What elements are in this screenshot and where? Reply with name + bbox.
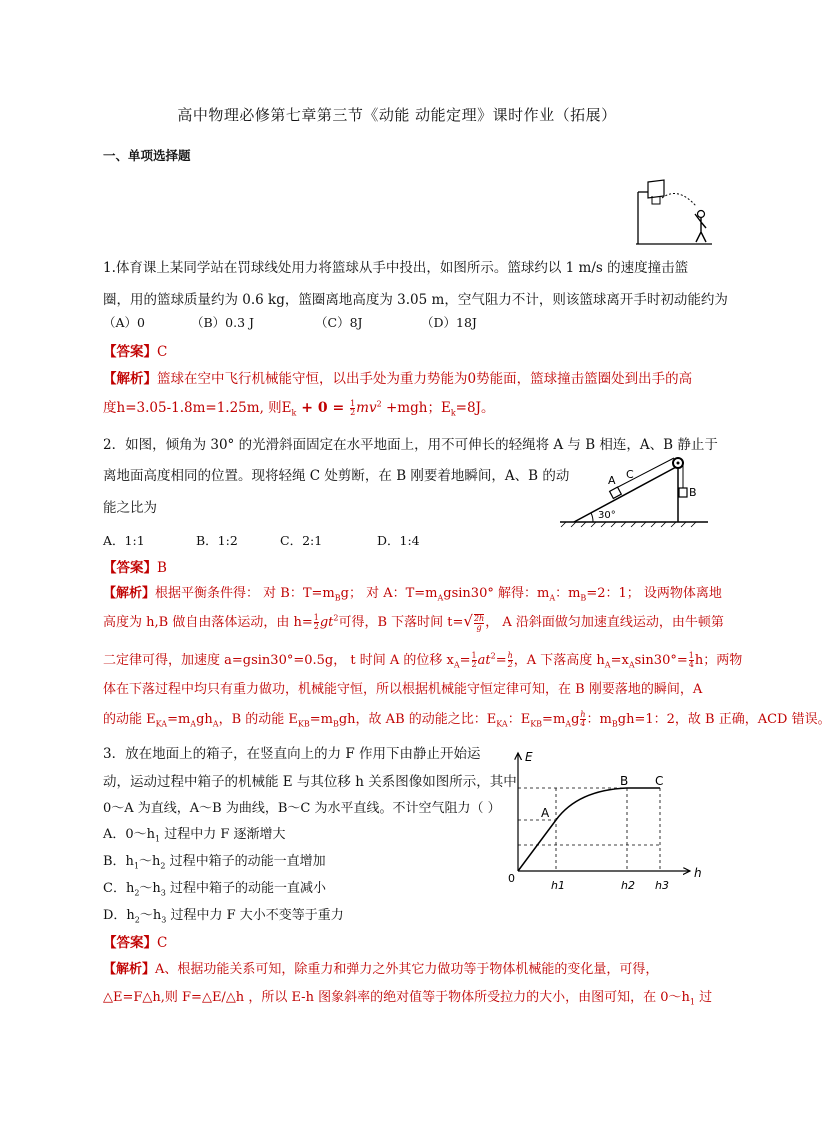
q2-option-b[interactable]: B．1:2	[196, 533, 238, 548]
analysis-tag: 【解析】	[103, 371, 157, 387]
q3-stem-line1: 3．放在地面上的箱子，在竖直向上的力 F 作用下由静止开始运	[103, 746, 481, 762]
analysis-sub: KA	[496, 719, 508, 729]
q3-analysis-line2: △E=F△h,则 F=△E/△h ，所以 E-h 图象斜率的绝对值等于物体所受拉力的大小，由图可知，在 $0\sim h_1$ 过	[103, 990, 713, 1007]
analysis-text: 篮球在空中飞行机械能守恒，以出手处为重力势能为0势能面，篮球撞击篮圈处到出手的高	[157, 371, 693, 387]
player-head	[698, 211, 705, 218]
label-b: B	[689, 486, 697, 499]
x-axis-label: h	[694, 866, 702, 880]
analysis-sub: B	[332, 719, 339, 729]
q2-stem-line2: 离地面高度相同的位置。现将轻绳 C 处剪断，在 B 刚要着地瞬间，A、B 的动	[103, 468, 570, 484]
analysis-sub: A	[628, 660, 635, 670]
angle-label: 30°	[598, 510, 616, 521]
energy-curve	[518, 788, 660, 871]
analysis-seg: 的动能 E	[103, 712, 156, 727]
q1-option-b[interactable]: （B）0.3 J	[191, 315, 255, 330]
analysis-seg: ：m	[586, 712, 612, 727]
point-c: C	[655, 774, 664, 788]
analysis-seg: =	[459, 653, 471, 668]
q2-analysis-line5	[103, 708, 831, 729]
analysis-seg: 度h=3.05-1.8m=1.25m, 则E	[103, 400, 292, 416]
analysis-seg: =m	[542, 712, 566, 727]
fraction: $\frac{2h}{g}$	[473, 613, 485, 632]
analysis-sub: KB	[297, 719, 310, 729]
analysis-seg: 二定律可得，加速度 a=gsin30°=0.5g， t 时间 A 的位移 x	[103, 653, 454, 668]
label-c: C	[626, 468, 634, 481]
q2-stem-line3: 能之比为	[103, 500, 157, 516]
analysis-seg: =8J。	[455, 400, 495, 416]
q2-analysis-line3	[103, 649, 742, 670]
q2-analysis-line1	[103, 582, 722, 603]
q1-stem-line2: 圈，用的篮球质量约为 0.6 kg，篮圈离地高度为 3.05 m，空气阻力不计，则该篮球离开手时初动能约为	[103, 292, 728, 308]
q1-option-a[interactable]: （A）0	[103, 315, 145, 330]
q2-answer	[103, 556, 167, 576]
tick-h3: h3	[655, 879, 669, 892]
q3-stem-line3: 0～A 为直线，A～B 为曲线，B～C 为水平直线。不计空气阻力（ ）	[103, 801, 501, 816]
q3-option-d[interactable]: D．$h_2\sim h_3$ 过程中力 F 大小不变等于重力	[103, 908, 344, 925]
answer-tag: 【答案】	[103, 344, 157, 360]
answer-tag: 【答案】	[103, 935, 157, 951]
fraction: $\frac{1}{2}$	[350, 399, 356, 417]
page-title: 高中物理必修第七章第三节《动能 动能定理》课时作业（拓展）	[177, 106, 617, 124]
analysis-seg: =	[495, 653, 507, 668]
fraction: $\frac{1}{2}$	[313, 613, 319, 631]
analysis-tag: 【解析】	[103, 962, 156, 977]
q1-option-c[interactable]: （C）8J	[315, 315, 363, 330]
q2-options	[103, 531, 420, 549]
analysis-sub: KA	[155, 719, 168, 729]
block-b	[679, 488, 687, 497]
tick-h2: h2	[621, 879, 635, 892]
analysis-seg: ，A 下落高度 h	[513, 653, 605, 668]
answer-value: B	[157, 560, 167, 576]
point-b: B	[620, 774, 629, 788]
analysis-sub: A	[604, 660, 611, 670]
analysis-seg: =2：1； 设两物体离地	[586, 586, 722, 601]
analysis-seg: ， A 沿斜面做匀加速直线运动，由牛顿第	[485, 615, 724, 630]
analysis-seg: +mgh；E	[381, 400, 451, 416]
incline-figure	[560, 448, 710, 528]
analysis-seg: h；两物	[694, 653, 743, 668]
analysis-sub: B	[334, 593, 341, 603]
analysis-sub: k	[450, 408, 456, 418]
answer-tag: 【答案】	[103, 560, 157, 576]
analysis-seg: gh=1：2，故 B 正确，ACD 错误。	[617, 712, 831, 727]
sqrt-icon: √	[463, 612, 473, 630]
tick-h1: h1	[551, 879, 565, 892]
fraction: $\frac{1}{2}$	[471, 651, 477, 669]
analysis-sup: 2	[376, 399, 382, 409]
analysis-seg: ：m	[555, 586, 581, 601]
analysis-sub: B	[580, 593, 587, 603]
analysis-seg: g	[571, 712, 580, 727]
analysis-text: A、根据功能关系可知，除重力和弹力之外其它力做功等于物体机械能的变化量，可得，	[155, 962, 659, 977]
origin-label: 0	[508, 872, 515, 885]
analysis-seg: ：E	[507, 712, 531, 727]
q1-option-d[interactable]: （D）18J	[421, 315, 477, 330]
analysis-seg: g； 对 A：T=m	[340, 586, 438, 601]
analysis-tag: 【解析】	[103, 586, 156, 601]
analysis-seg: ，B 的动能 E	[218, 712, 298, 727]
q1-analysis-line2	[103, 396, 494, 418]
pulley-axle	[677, 462, 680, 465]
analysis-seg: mv	[356, 400, 377, 416]
analysis-sub: A	[453, 660, 460, 670]
ball-trajectory	[662, 194, 696, 207]
q2-option-d[interactable]: D．1:4	[377, 533, 420, 548]
point-a: A	[541, 806, 550, 820]
backboard	[648, 180, 664, 198]
q2-analysis-line2	[103, 611, 724, 632]
q2-option-c[interactable]: C．2:1	[280, 533, 323, 548]
q1-options	[103, 313, 477, 331]
analysis-sub: A	[437, 593, 444, 603]
analysis-seg: =x	[610, 653, 629, 668]
analysis-seg: gsin30° 解得：m	[443, 586, 550, 601]
energy-graph	[500, 745, 710, 895]
analysis-sub: B	[611, 719, 618, 729]
analysis-seg: =m	[309, 712, 333, 727]
q2-option-a[interactable]: A．1:1	[103, 533, 145, 548]
q3-option-c[interactable]: C．$h_2\sim h_3$ 过程中箱子的动能一直减小	[103, 881, 327, 898]
q3-analysis-line1	[103, 958, 658, 977]
analysis-sub: A	[212, 719, 219, 729]
analysis-seg: gh，故 AB 的动能之比：E	[338, 712, 497, 727]
analysis-seg: 可得，B 下落时间 t=	[338, 615, 464, 630]
analysis-sub: KB	[530, 719, 543, 729]
q1-analysis-line1	[103, 367, 692, 387]
analysis-seg: sin30°=	[634, 653, 688, 668]
analysis-sub: A	[549, 593, 556, 603]
section-heading: 一、单项选择题	[103, 148, 191, 163]
q1-answer	[103, 340, 167, 360]
analysis-seg: gh	[196, 712, 213, 727]
answer-value: C	[157, 344, 168, 360]
q3-option-b[interactable]: B．$h_1\sim h_2$ 过程中箱子的动能一直增加	[103, 854, 326, 871]
fraction: $\frac{h}{4}$	[580, 710, 586, 728]
analysis-seg: 高度为 h,B 做自由落体运动，由 h=	[103, 615, 313, 630]
q3-stem-line2: 动，运动过程中箱子的机械能 E 与其位移 h 关系图像如图所示，其中	[103, 774, 517, 790]
fraction: $\frac{h}{2}$	[507, 651, 513, 669]
y-axis-label: E	[525, 750, 533, 764]
basketball-figure	[634, 178, 714, 246]
analysis-sup: 2	[490, 651, 496, 661]
analysis-sub: A	[190, 719, 197, 729]
label-a: A	[608, 474, 616, 487]
q2-analysis-line4: 体在下落过程中均只有重力做功，机械能守恒，所以根据机械能守恒定律可知，在 B 刚要落地的瞬间，A	[103, 682, 703, 697]
analysis-seg: + 0 =	[296, 400, 350, 416]
grid-lines	[518, 788, 660, 871]
q1-stem-line1: 1.体育课上某同学站在罚球线处用力将篮球从手中投出，如图所示。篮球约以 1 m/s 的速度撞击篮	[103, 260, 689, 276]
answer-value: C	[157, 935, 168, 951]
q2-stem-line1: 2．如图，倾角为 30° 的光滑斜面固定在水平地面上，用不可伸长的轻绳将 A 与 B 相连，A、B 静止于	[103, 437, 718, 453]
analysis-seg: =m	[167, 712, 191, 727]
player-body	[695, 214, 706, 242]
analysis-sup: 2	[333, 613, 339, 623]
angle-arc	[591, 513, 593, 522]
fraction: $\frac{1}{4}$	[688, 651, 694, 669]
analysis-seg: gt	[319, 615, 334, 630]
analysis-seg: 根据平衡条件得： 对 B：T=m	[155, 586, 335, 601]
q3-option-a[interactable]: A．$0\sim h_1$ 过程中力 F 逐渐增大	[103, 827, 286, 844]
analysis-seg: at	[477, 653, 491, 668]
q3-answer	[103, 931, 167, 951]
analysis-sub: A	[565, 719, 572, 729]
analysis-sub: k	[291, 408, 297, 418]
